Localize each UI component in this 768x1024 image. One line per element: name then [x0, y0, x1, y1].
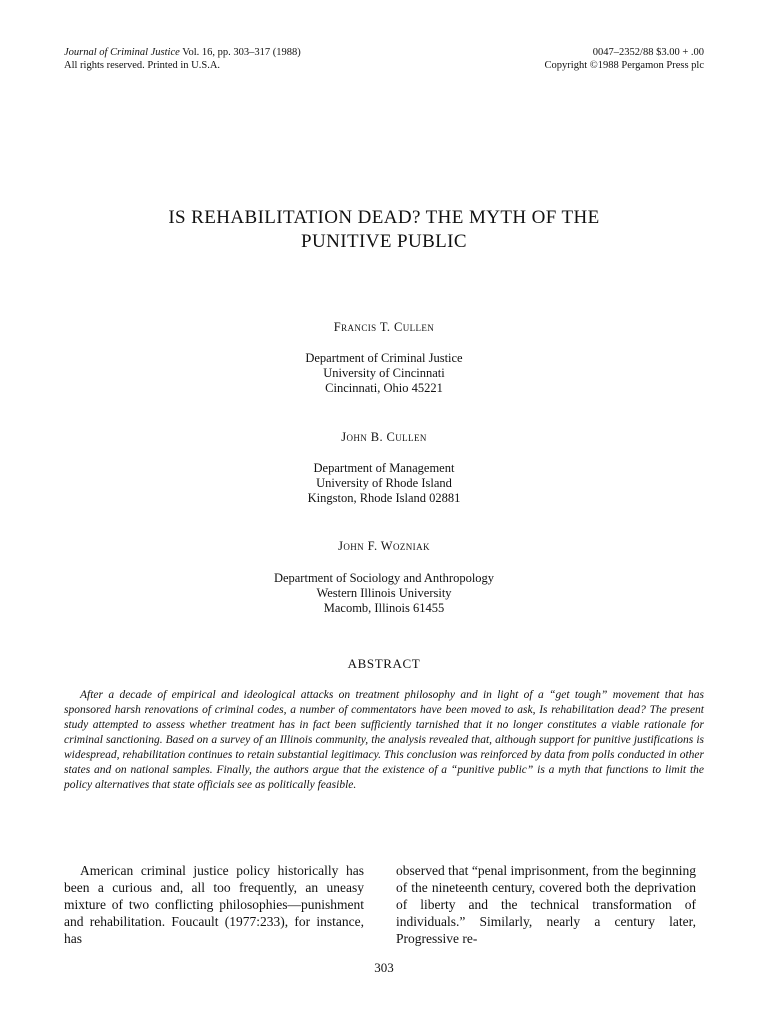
abstract-heading: ABSTRACT	[347, 656, 421, 671]
journal-citation: Vol. 16, pp. 303–317 (1988)	[179, 47, 301, 58]
copyright-header	[545, 46, 704, 72]
rights-notice: All rights reserved. Printed in U.S.A.	[64, 60, 221, 71]
affiliation-line: Department of Management	[313, 461, 455, 475]
affiliation-line: Cincinnati, Ohio 45221	[325, 381, 443, 395]
body-column-right: observed that “penal imprisonment, from the beginning of the nineteenth century, covered both the deprivation of liberty and the technical transformation of individuals.” Similarly, nearly a century later, Progressive re-	[396, 863, 696, 946]
author-affiliation	[0, 571, 768, 616]
paper-title	[0, 206, 768, 254]
affiliation-line: Department of Sociology and Anthropology	[273, 571, 495, 585]
author-name: John F. Wozniak	[338, 539, 430, 553]
author-affiliation	[0, 461, 768, 506]
title-line-1: IS REHABILITATION DEAD? THE MYTH OF THE	[168, 207, 600, 228]
price-code: 0047–2352/88 $3.00 + .00	[592, 47, 704, 58]
affiliation-line: Western Illinois University	[316, 586, 452, 600]
abstract-text: After a decade of empirical and ideological attacks on treatment philosophy and in light of a “get tough” movement that has sponsored harsh renovations of criminal codes, a number of commentators have been moved to ask, Is rehabilitation dead? The present study attempted to assess whether treatment has in fact been sufficiently tarnished that it no longer constitutes a viable rationale for criminal sanctioning. Based on a survey of an Illinois community, the analysis revealed that, although support for punitive justifications is widespread, rehabilitation continues to retain substantial legitimacy. This conclusion was reinforced by data from polls conducted in other states and on national samples. Finally, the authors argue that the existence of a “punitive public” is a myth that functions to limit the policy alternatives that state officials see as politically feasible.	[64, 689, 704, 791]
page-number: 303	[374, 960, 394, 975]
affiliation-line: University of Rhode Island	[316, 476, 452, 490]
affiliation-line: Kingston, Rhode Island 02881	[307, 491, 461, 505]
affiliation-line: Department of Criminal Justice	[305, 351, 463, 365]
author-name: John B. Cullen	[341, 430, 427, 444]
affiliation-line: Macomb, Illinois 61455	[323, 601, 445, 615]
body-column-left: American criminal justice policy historically has been a curious and, all too frequently, an uneasy mixture of two conflicting philosophies—punishment and rehabilitation. Foucault (1977:233), for instance, has	[64, 863, 364, 946]
author-affiliation	[0, 351, 768, 396]
author-name: Francis T. Cullen	[333, 320, 435, 334]
affiliation-line: University of Cincinnati	[323, 366, 445, 380]
journal-header	[64, 46, 301, 72]
journal-name: Journal of Criminal Justice	[64, 47, 180, 58]
copyright-notice: Copyright ©1988 Pergamon Press plc	[544, 60, 704, 71]
title-line-2: PUNITIVE PUBLIC	[301, 231, 467, 252]
